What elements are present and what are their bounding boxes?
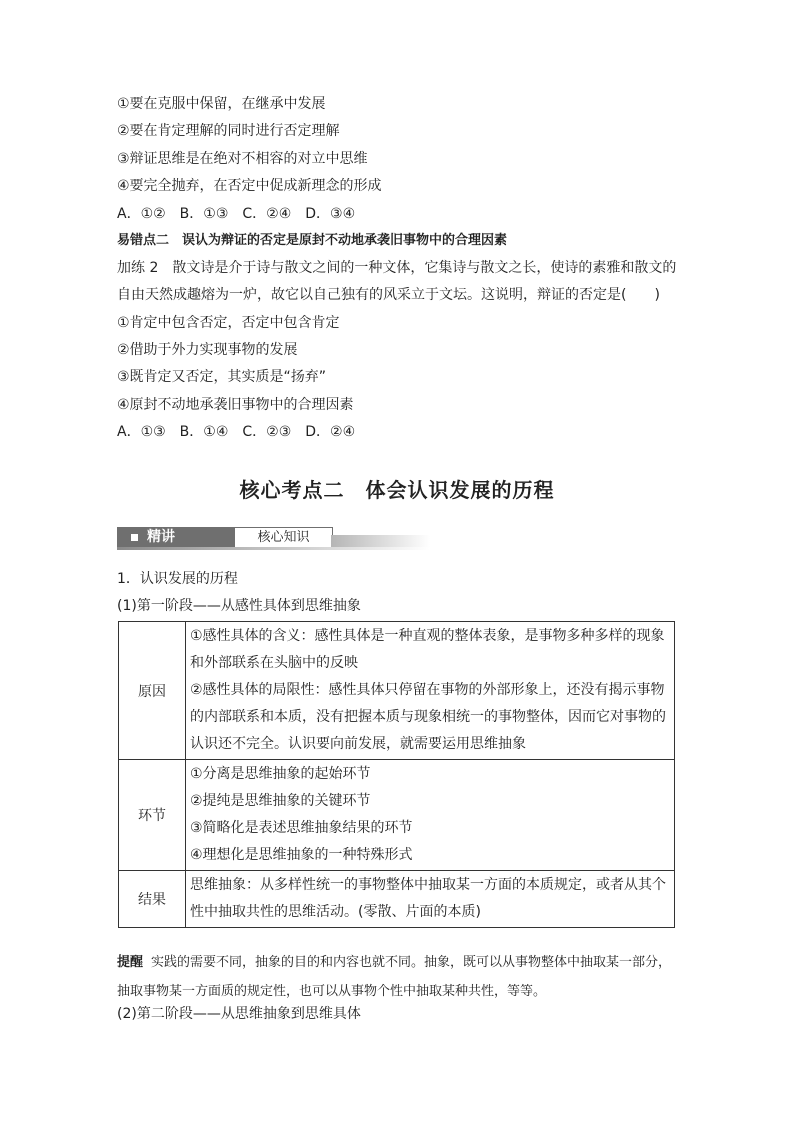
q1-option-2: ②要在肯定理解的同时进行否定理解 <box>117 123 340 139</box>
cell-line: ④理想化是思维抽象的一种特殊形式 <box>190 847 413 863</box>
q1-option-3: ③辩证思维是在绝对不相容的对立中思维 <box>117 151 368 167</box>
point-1-heading: 1．认识发展的历程 <box>117 571 238 587</box>
q2-answer-choices: A．①③ B．①④ C．②③ D．②④ <box>117 424 356 440</box>
cell-line: ①感性具体的含义：感性具体是一种直观的整体表象，是事物多种多样的现象和外部联系在头脑中的反映 <box>190 628 665 671</box>
error-point-heading: 易错点二 误认为辩证的否定是原封不动地承袭旧事物中的合理因素 <box>117 233 508 248</box>
section-banner <box>117 525 430 551</box>
q1-option-4: ④要完全抛弃，在否定中促成新理念的形成 <box>117 178 382 194</box>
stage-2-heading: (2)第二阶段——从思维抽象到思维具体 <box>117 1006 361 1022</box>
cell-line: ①分离是思维抽象的起始环节 <box>190 766 371 782</box>
table-row <box>119 760 675 871</box>
q2-option-4: ④原封不动地承袭旧事物中的合理因素 <box>117 397 354 413</box>
row-head-links: 环节 <box>119 760 186 871</box>
row-body-cause <box>186 622 675 760</box>
stage-1-heading: (1)第一阶段——从感性具体到思维抽象 <box>117 598 361 614</box>
q2-option-1: ①肯定中包含否定，否定中包含肯定 <box>117 315 340 331</box>
q2-option-2: ②借助于外力实现事物的发展 <box>117 342 298 358</box>
banner-underline <box>117 547 430 550</box>
cell-line: ②提纯是思维抽象的关键环节 <box>190 793 371 809</box>
table-row <box>119 622 675 760</box>
banner-tab-jingjiang <box>117 527 234 548</box>
row-body-result <box>186 871 675 928</box>
banner-left-label: 精讲 <box>147 529 175 545</box>
reminder-note <box>117 948 680 1006</box>
q1-answer-choices: A．①② B．①③ C．②④ D．③④ <box>117 206 356 222</box>
q2-stem: 加练 2 散文诗是介于诗与散文之间的一种文体，它集诗与散文之长，使诗的素雅和散文的自由天然成趣熔为一炉，故它以自己独有的风采立于文坛。这说明，辩证的否定是( ) <box>117 260 677 303</box>
cell-line: ③简略化是表述思维抽象结果的环节 <box>190 820 413 836</box>
banner-right-label: 核心知识 <box>234 527 333 548</box>
q2-option-3: ③既肯定又否定，其实质是“扬弃” <box>117 369 327 385</box>
reminder-text: 实践的需要不同，抽象的目的和内容也就不同。抽象，既可以从事物整体中抽取某一部分，抽取事物某一方面质的规定性，也可以从事物个性中抽取某种共性，等等。 <box>117 955 672 999</box>
reminder-tag: 提醒 <box>117 955 144 970</box>
banner-fade-bar <box>331 535 430 547</box>
section-title: 核心考点二 体会认识发展的历程 <box>239 478 555 502</box>
row-body-links <box>186 760 675 871</box>
square-bullet-icon <box>131 534 138 541</box>
row-head-cause: 原因 <box>119 622 186 760</box>
knowledge-table <box>118 621 675 928</box>
cell-line: ②感性具体的局限性：感性具体只停留在事物的外部形象上，还没有揭示事物的内部联系和本质，没有把握本质与现象相统一的事物整体，因而它对事物的认识还不完全。认识要向前发展，就需要运用思维抽象 <box>190 682 666 752</box>
cell-line: 思维抽象：从多样性统一的事物整体中抽取某一方面的本质规定，或者从其个性中抽取共性的思维活动。(零散、片面的本质) <box>190 877 666 920</box>
table-row <box>119 871 675 928</box>
q1-option-1: ①要在克服中保留，在继承中发展 <box>117 96 326 112</box>
row-head-result: 结果 <box>119 871 186 928</box>
